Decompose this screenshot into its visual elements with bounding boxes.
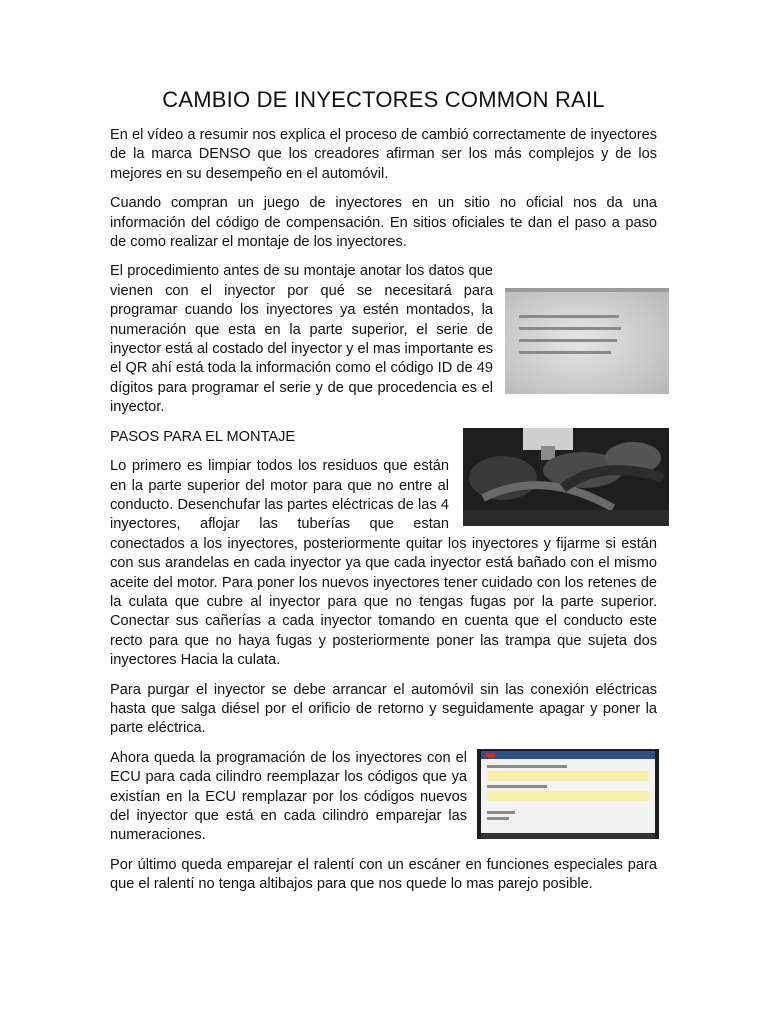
ecu-programming-screenshot <box>477 749 659 839</box>
injector-code-label-photo <box>505 288 669 394</box>
paragraph-intro: En el vídeo a resumir nos explica el proceso de cambió correctamente de inyectores de la marca DENSO que los creadores afirman ser los más complejos y de los mejores en su desempeño en el automóvil. <box>110 127 657 182</box>
paragraph-compensation-code: Cuando compran un juego de inyectores en un sitio no oficial nos da una información del código de compensación. En sitios oficiales te dan el paso a paso de como realizar el montaje de los inyectores. <box>110 195 657 251</box>
document-title: CAMBIO DE INYECTORES COMMON RAIL <box>162 87 605 112</box>
section-heading-mounting-steps: PASOS PARA EL MONTAJE <box>110 428 296 445</box>
paragraph-idle-matching: Por último queda emparejar el ralentí con un escáner en funciones especiales para que el ralentí no tenga altibajos para que nos quede lo mas parejo posible. <box>110 856 657 893</box>
document-page <box>110 86 657 905</box>
engine-injectors-photo <box>463 428 669 526</box>
paragraph-mounting-steps: Lo primero es limpiar todos los residuos que están en la parte superior del motor para que no entre al conducto. Desenchufar las partes eléctricas de las 4 inyectores, aflojar las tuberías que estan conectados a los inyectores, posteriormente quitar los inyectores y fijarme si están con sus arandelas en cada inyector ya que cada inyector está bañado con el mismo aceite del motor. Para poner los nuevos inyectores tener cuidado con los retenes de la culata que cubre al inyector para que no tengas fugas por la parte superior. Conectar sus cañerías a cada inyector tomando en cuenta que el conducto este recto para que no haya fugas y posteriormente poner las trampa que sujeta dos inyectores Hacia la culata. <box>110 458 657 669</box>
paragraph-purge: Para purgar el inyector se debe arrancar el automóvil sin las conexión eléctricas hasta que salga diésel por el orificio de retorno y seguidamente apagar y poner la parte eléctrica. <box>110 681 657 737</box>
paragraph-procedure: El procedimiento antes de su montaje anotar los datos que vienen con el inyector por qué se necesitará para programar cuando los inyectores ya estén montados, la numeración que esta en la parte superior, el serie de inyector está al costado del inyector y el mas importante es el QR ahí está toda la información como el código ID de 49 dígitos para programar el serie y de que procedencia es el inyector. <box>110 263 493 416</box>
paragraph-ecu-programming: Ahora queda la programación de los inyectores con el ECU para cada cilindro reemplazar los códigos que ya existían en la ECU remplazar por los códigos nuevos del inyector que está en cada cilindro emparejar las numeraciones. <box>110 749 467 844</box>
